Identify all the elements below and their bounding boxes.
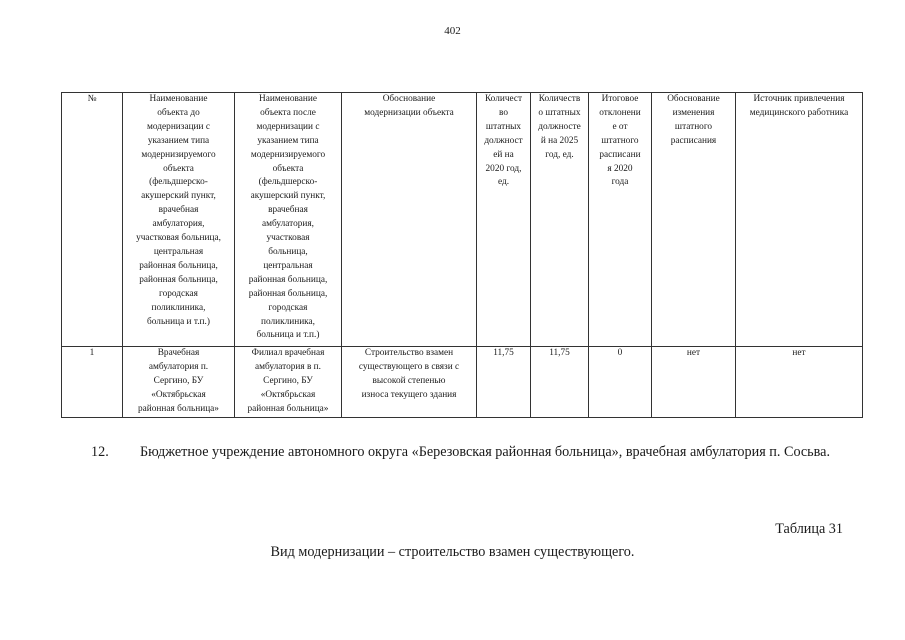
table-cell-line: амбулатория в п. xyxy=(255,361,321,372)
column-header-line: районная больница, xyxy=(139,260,218,271)
table-cell-line: 11,75 xyxy=(493,348,514,358)
table-cell-line: высокой степенью xyxy=(372,375,446,386)
column-header-line: Итоговое xyxy=(601,94,639,104)
table-cell-line: износа текущего здания xyxy=(361,389,457,400)
column-header-line: (фельдшерско- xyxy=(258,177,318,188)
table-cell-line: нет xyxy=(792,348,806,358)
column-header-line: врачебная xyxy=(268,205,308,216)
column-header-line: указанием типа xyxy=(257,135,319,146)
table-cell xyxy=(123,347,235,418)
table-cell xyxy=(235,347,342,418)
table-cell-line: Сергино, БУ xyxy=(263,375,313,386)
table-cell-line: нет xyxy=(686,348,701,358)
column-header-line: Количеств xyxy=(538,94,581,104)
table-row xyxy=(62,347,863,418)
column-header-line: (фельдшерско- xyxy=(149,177,208,188)
column-header-line: Источник привлечения xyxy=(753,94,845,104)
table-cell-line: Филиал врачебная xyxy=(251,348,325,358)
column-header-line: районная больница, xyxy=(139,274,218,285)
column-header-line: Наименование xyxy=(149,94,208,104)
column-header-line: года xyxy=(611,177,629,188)
table-label: Таблица 31 xyxy=(775,521,843,537)
page-number: 402 xyxy=(444,25,461,37)
column-header-line: Обоснование xyxy=(382,94,436,104)
column-header-line: штатного xyxy=(601,135,639,146)
column-header-line: амбулатория, xyxy=(262,219,314,230)
table-body xyxy=(62,347,863,418)
column-header-line: Количест xyxy=(484,94,523,104)
column-header-line: модернизации с xyxy=(256,121,320,132)
section-number: 12. xyxy=(91,444,109,460)
table-cell-line: 11,75 xyxy=(549,348,570,358)
table-cell-line: существующего в связи с xyxy=(358,361,460,372)
column-header-line: Наименование xyxy=(259,94,317,104)
column-header-line: е от xyxy=(612,121,628,132)
column-header-line: штатного xyxy=(674,121,713,132)
table-cell-line: районная больница» xyxy=(138,403,219,414)
table-cell-line: районная больница» xyxy=(247,403,329,414)
column-header-line: я 2020 xyxy=(607,163,633,174)
section-heading xyxy=(60,441,846,464)
table-cell xyxy=(589,347,652,418)
column-header-line: центральная xyxy=(153,246,204,257)
column-header xyxy=(531,93,589,347)
column-header-line: о штатных xyxy=(538,107,581,118)
table-cell xyxy=(531,347,589,418)
table-cell-line: 1 xyxy=(89,348,95,358)
column-header-line: год, ед. xyxy=(545,149,574,160)
column-header-line: больница и т.п.) xyxy=(147,316,210,327)
table-cell xyxy=(477,347,531,418)
column-header-line: участковая xyxy=(266,233,310,244)
column-header xyxy=(342,93,477,347)
column-header-line: во xyxy=(499,107,508,118)
table-cell xyxy=(652,347,736,418)
column-header-line: ей на xyxy=(493,149,514,160)
column-header-line: районная больница, xyxy=(248,288,328,299)
modernization-type: Вид модернизации – строительство взамен существующего. xyxy=(270,544,635,560)
table-cell-line: «Октябрьская xyxy=(260,389,316,400)
column-header xyxy=(123,93,235,347)
column-header-line: должносте xyxy=(538,121,581,132)
column-header xyxy=(736,93,863,347)
column-header-line: Обоснование xyxy=(667,94,720,104)
column-header-line: медицинского работника xyxy=(749,107,849,118)
column-header-line: акушерский пункт, xyxy=(141,191,216,202)
column-header-line: штатных xyxy=(485,121,522,132)
table-cell-line: Врачебная xyxy=(157,348,200,358)
table-cell-line: амбулатория п. xyxy=(148,361,209,372)
column-header xyxy=(235,93,342,347)
column-header-line: объекта xyxy=(163,163,194,174)
table-cell xyxy=(342,347,477,418)
column-header-line: поликлиника, xyxy=(260,316,316,327)
table-cell-line: Сергино, БУ xyxy=(153,375,204,386)
column-header-line: ед. xyxy=(497,177,510,188)
column-header-line: участковая больница, xyxy=(136,233,221,244)
column-header-line: больница, xyxy=(268,246,308,257)
modernization-table xyxy=(61,92,863,418)
column-header-line: амбулатория, xyxy=(152,219,205,230)
column-header-line: 2020 год, xyxy=(485,163,522,174)
column-header-line: центральная xyxy=(263,260,313,271)
column-header-line: поликлиника, xyxy=(151,302,206,313)
column-header-line: объекта xyxy=(272,163,304,174)
column-header-line: городская xyxy=(159,288,198,299)
column-header-line: отклонени xyxy=(599,107,641,118)
column-header-line: указанием типа xyxy=(147,135,210,146)
table-header-row xyxy=(62,93,863,347)
column-header-line: модернизируемого xyxy=(141,149,216,160)
table-cell xyxy=(736,347,863,418)
column-header-line: районная больница, xyxy=(248,274,328,285)
column-header-line: № xyxy=(87,94,97,104)
column-header-line: городская xyxy=(268,302,308,313)
column-header-line: объекта после xyxy=(260,107,316,118)
table-cell-line: 0 xyxy=(617,348,623,358)
column-header xyxy=(62,93,123,347)
column-header-line: модернизируемого xyxy=(250,149,326,160)
column-header-line: расписани xyxy=(599,149,641,160)
column-header-line: должност xyxy=(484,135,523,146)
table-cell-line: Строительство взамен xyxy=(364,348,454,358)
column-header-line: акушерский пункт, xyxy=(250,191,326,202)
column-header-line: врачебная xyxy=(158,205,199,216)
table-cell-line: «Октябрьская xyxy=(151,389,206,400)
column-header-line: й на 2025 xyxy=(540,135,579,146)
column-header-line: расписания xyxy=(670,135,717,146)
column-header xyxy=(477,93,531,347)
column-header-line: изменения xyxy=(672,107,715,118)
column-header xyxy=(589,93,652,347)
section-text: Бюджетное учреждение автономного округа «Березовская районная больница», врачебная амбулатория п. Сосьва. xyxy=(140,444,831,460)
column-header-line: модернизации объекта xyxy=(364,107,454,118)
column-header-line: больница и т.п.) xyxy=(256,330,320,341)
column-header xyxy=(652,93,736,347)
column-header-line: объекта до xyxy=(157,107,200,118)
column-header-line: модернизации с xyxy=(147,121,210,132)
table-cell xyxy=(62,347,123,418)
